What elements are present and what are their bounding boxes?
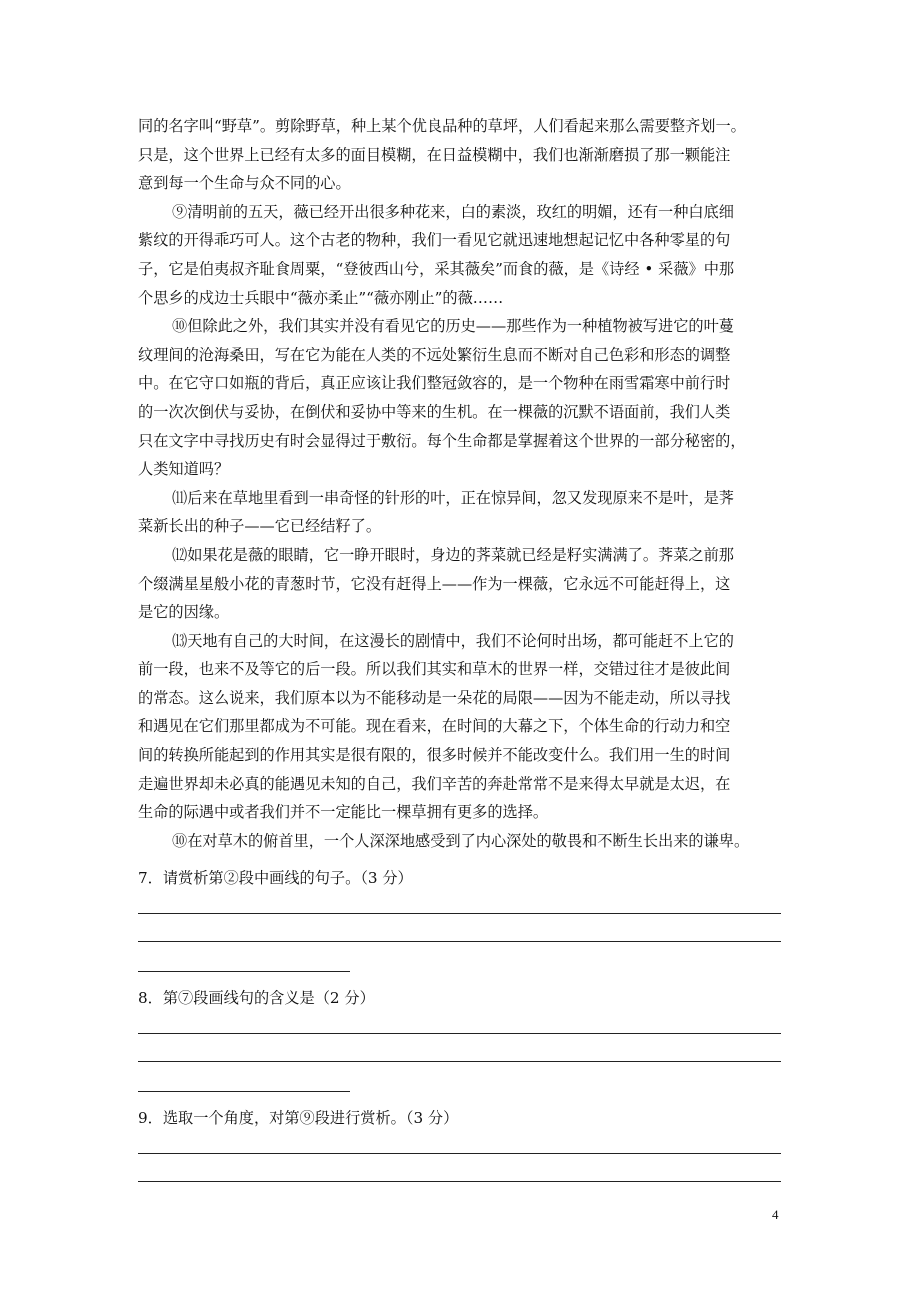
- paragraph-line: 的一次次倒伏与妥协，在倒伏和妥协中等来的生机。在一棵薇的沉默不语面前，我们人类: [138, 402, 731, 421]
- question-text: 8．第⑦段画线句的含义是（2 分）: [138, 989, 375, 1007]
- paragraph-line: 人类知道吗？: [138, 460, 230, 479]
- paragraph-line: 的常态。这么说来，我们原本以为不能移动是一朵花的局限——因为不能走动，所以寻找: [138, 688, 731, 707]
- question-7: [138, 866, 788, 972]
- answer-line: [138, 971, 350, 972]
- paragraph-line: 意到每一个生命与众不同的心。: [138, 174, 351, 193]
- page-number: 4: [772, 1207, 779, 1222]
- paragraph-12: [138, 541, 788, 627]
- answer-line: [138, 941, 781, 942]
- article-body: [138, 112, 788, 855]
- answer-line: [138, 913, 781, 914]
- paragraph-9: [138, 198, 788, 312]
- paragraph-line: 紫纹的开得乖巧可人。这个古老的物种，我们一看见它就迅速地想起记忆中各种零星的句: [138, 231, 731, 250]
- answer-line: [138, 1181, 781, 1182]
- question-9: [138, 1106, 788, 1182]
- paragraph-line: ⑾后来在草地里看到一串奇怪的针形的叶，正在惊异间，忽又发现原来不是叶，是荠: [172, 488, 734, 507]
- paragraph-10: [138, 312, 788, 484]
- paragraph-line: 间的转换所能起到的作用其实是很有限的，很多时候并不能改变什么。我们用一生的时间: [138, 746, 731, 765]
- paragraph-line: 中。在它守口如瓶的背后，真正应该让我们整冠敛容的，是一个物种在雨雪霜寒中前行时: [138, 374, 731, 393]
- paragraph-line: 生命的际遇中或者我们并不一定能比一棵草拥有更多的选择。: [138, 803, 549, 822]
- paragraph-line: ⑨清明前的五天，薇已经开出很多种花来，白的素淡，玫红的明媚，还有一种白底细: [172, 202, 734, 221]
- paragraph-line: 是它的因缘。: [138, 603, 230, 622]
- paragraph-line: 子，它是伯夷叔齐耻食周粟，“登彼西山兮，采其薇矣”而食的薇，是《诗经 • 采薇》中那: [138, 259, 735, 278]
- paragraph-final: [138, 827, 788, 856]
- paragraph-line: 只是，这个世界上已经有太多的面目模糊，在日益模糊中，我们也渐渐磨损了那一颗能注: [138, 145, 731, 164]
- paragraph-line: 菜新长出的种子——它已经结籽了。: [138, 517, 381, 536]
- paragraph-0: [138, 112, 788, 198]
- paragraph-line: 和遇见在它们那里都成为不可能。现在看来，在时间的大幕之下，个体生命的行动力和空: [138, 717, 731, 736]
- answer-line: [138, 1091, 350, 1092]
- answer-line: [138, 1153, 781, 1154]
- paragraph-line: ⑩在对草木的俯首里，一个人深深地感受到了内心深处的敬畏和不断生长出来的谦卑。: [172, 831, 750, 850]
- paragraph-11: [138, 484, 788, 541]
- answer-line: [138, 1061, 781, 1062]
- paragraph-line: ⑿如果花是薇的眼睛，它一睁开眼时，身边的荠菜就已经是籽实满满了。荠菜之前那: [172, 545, 734, 564]
- question-text: 7．请赏析第②段中画线的句子。（3 分）: [138, 869, 413, 887]
- paragraph-line: 个缀满星星般小花的青葱时节，它没有赶得上——作为一棵薇，它永远不可能赶得上，这: [138, 574, 731, 593]
- paragraph-line: ⒀天地有自己的大时间，在这漫长的剧情中，我们不论何时出场，都可能赶不上它的: [172, 631, 734, 650]
- paragraph-line: 个思乡的戍边士兵眼中“薇亦柔止”“薇亦刚止”的薇……: [138, 288, 504, 307]
- paragraph-line: 同的名字叫“野草”。剪除野草，种上某个优良品种的草坪，人们看起来那么需要整齐划一。: [138, 117, 746, 135]
- question-text: 9．选取一个角度，对第⑨段进行赏析。（3 分）: [138, 1109, 459, 1127]
- answer-line: [138, 1033, 781, 1034]
- paragraph-line: ⑩但除此之外，我们其实并没有看见它的历史——那些作为一种植物被写进它的叶蔓: [172, 317, 734, 336]
- paragraph-line: 前一段，也来不及等它的后一段。所以我们其实和草木的世界一样，交错过往才是彼此间: [138, 660, 731, 679]
- paragraph-13: [138, 627, 788, 827]
- paragraph-line: 走遍世界却未必真的能遇见未知的自己，我们辛苦的奔赴常常不是来得太早就是太迟，在: [138, 774, 731, 793]
- paragraph-line: 只在文字中寻找历史有时会显得过于敷衍。每个生命都是掌握着这个世界的一部分秘密的，: [138, 431, 746, 450]
- question-8: [138, 986, 788, 1092]
- paragraph-line: 纹理间的沧海桑田，写在它为能在人类的不远处繁衍生息而不断对自己色彩和形态的调整: [138, 345, 731, 364]
- questions-section: [138, 866, 788, 1182]
